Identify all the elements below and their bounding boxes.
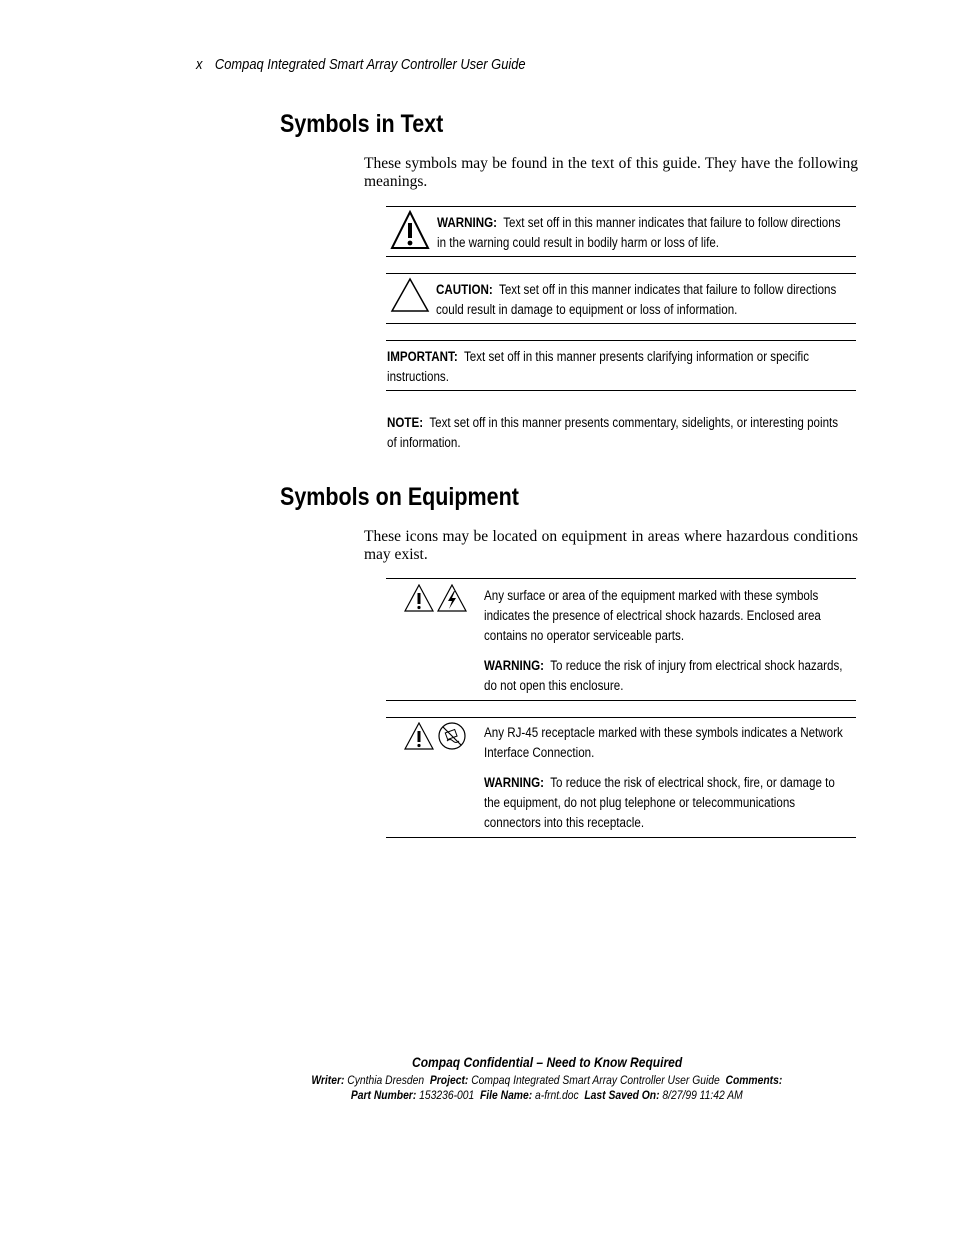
important-text-line2: instructions. [387,369,449,384]
document-info-line2 [0,1088,954,1102]
file-name-label: File Name: [480,1088,533,1102]
warning-text-line2: in the warning could result in bodily harm or loss of life. [437,235,720,250]
network-warning-line2: the equipment, do not plug telephone or telecommunications [484,795,796,810]
shock-hazard-line2: indicates the presence of electrical shock hazards. Enclosed area [484,608,821,623]
shock-hazard-description [484,586,876,646]
comments-label: Comments: [725,1073,783,1087]
file-name-value: a-frnt.doc [535,1088,579,1102]
last-saved-label: Last Saved On: [584,1088,660,1102]
network-warning-line3: connectors into this receptacle. [484,815,645,830]
divider [386,323,856,324]
part-number-value: 153236-001 [419,1088,475,1102]
divider [386,390,856,391]
important-label: IMPORTANT: [387,349,458,364]
divider [386,206,856,207]
shock-warning-line2: do not open this enclosure. [484,678,624,693]
important-note [387,347,878,387]
warning-exclamation-triangle-icon [390,210,430,250]
divider [386,837,856,838]
divider [386,256,856,257]
divider [386,340,856,341]
network-line2: Interface Connection. [484,745,595,760]
network-connection-warning [484,773,892,833]
writer-value: Cynthia Dresden [347,1073,425,1087]
heading-symbols-in-text: Symbols in Text [280,110,444,138]
caution-label: CAUTION: [436,282,493,297]
intro-symbols-on-equipment: These icons may be located on equipment in areas where hazardous conditions may exist. [364,528,858,563]
note-text-line2: of information. [387,435,461,450]
shock-warning-label: WARNING: [484,658,544,673]
caution-text-line1: Text set off in this manner indicates that failure to follow directions [499,282,837,297]
warning-note [437,213,906,253]
warning-label: WARNING: [437,215,497,230]
caution-note [436,280,901,320]
divider [386,717,856,718]
caution-exclamation-triangle-icon [404,584,434,612]
network-interface-connection-icon [437,721,467,751]
page-number: x [196,56,203,73]
network-warning-line1: To reduce the risk of electrical shock, fire, or damage to [550,775,835,790]
shock-hazard-line3: contains no operator serviceable parts. [484,628,685,643]
last-saved-value: 8/27/99 11:42 AM [662,1088,743,1102]
caution-exclamation-triangle-icon [404,722,434,750]
part-number-label: Part Number: [351,1088,417,1102]
network-connection-description [484,723,901,763]
divider [386,273,856,274]
project-value: Compaq Integrated Smart Array Controller User Guide [471,1073,720,1087]
document-info-line1 [0,1073,954,1087]
writer-label: Writer: [311,1073,345,1087]
note-label: NOTE: [387,415,424,430]
warning-text-line1: Text set off in this manner indicates that failure to follow directions [503,215,841,230]
caution-triangle-icon [390,277,430,313]
electrical-shock-hazard-icon [437,584,467,612]
divider [386,700,856,701]
intro-symbols-in-text: These symbols may be found in the text of this guide. They have the following meanings. [364,155,858,190]
heading-symbols-on-equipment: Symbols on Equipment [280,483,519,511]
important-text-line1: Text set off in this manner presents clarifying information or specific [463,349,810,364]
confidential-text: Compaq Confidential – Need to Know Required [411,1054,683,1070]
note-text-line1: Text set off in this manner presents commentary, sidelights, or interesting points [429,415,839,430]
shock-hazard-warning [484,656,901,696]
network-line1: Any RJ-45 receptacle marked with these symbols indicates a Network [484,725,843,740]
caution-text-line2: could result in damage to equipment or loss of information. [436,302,738,317]
shock-warning-line1: To reduce the risk of injury from electrical shock hazards, [550,658,843,673]
project-label: Project: [430,1073,469,1087]
header-title: Compaq Integrated Smart Array Controller User Guide [214,56,526,73]
confidential-notice [0,1054,954,1070]
divider [386,578,856,579]
running-header [196,56,579,73]
note-note [387,413,912,453]
network-warning-label: WARNING: [484,775,544,790]
shock-hazard-line1: Any surface or area of the equipment marked with these symbols [484,588,819,603]
